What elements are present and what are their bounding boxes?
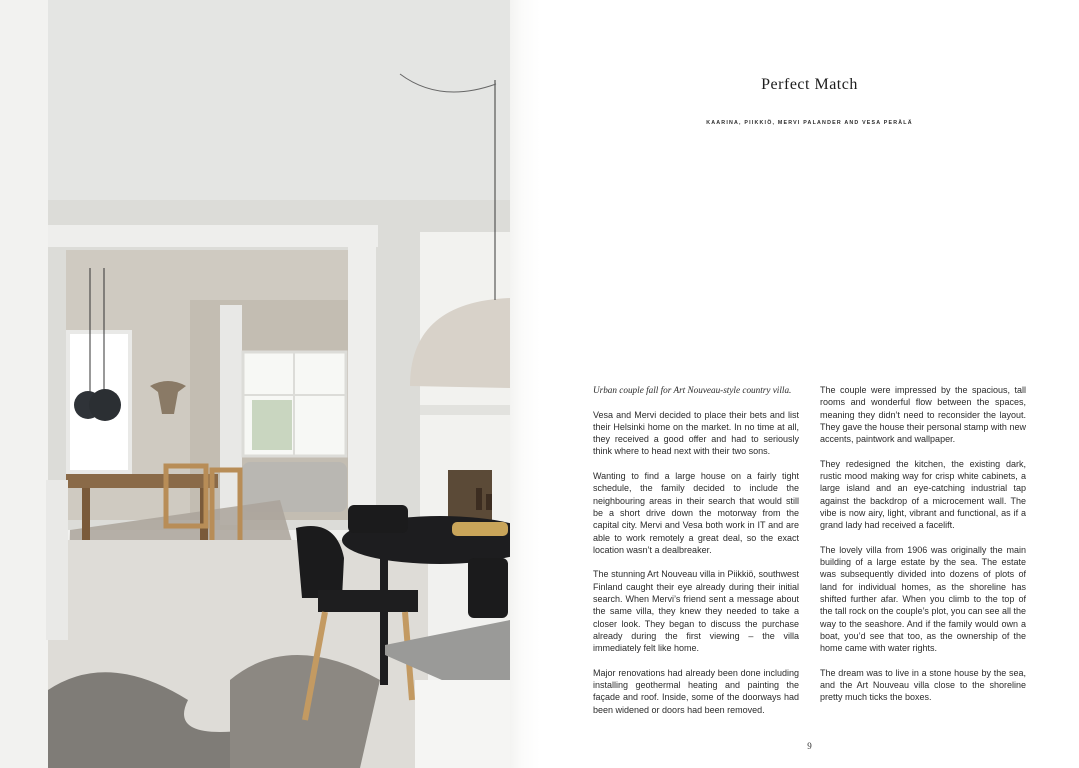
text-column-right xyxy=(820,384,1026,716)
book-gutter xyxy=(510,0,540,768)
article-page xyxy=(540,0,1079,768)
paragraph: The stunning Art Nouveau villa in Piikkiö, southwest Finland caught their eye already during their initial search. When Mervi’s friend sent a message about the same villa, they knew they needed to take a closer look. They began to discuss the purchase already during the first viewing – the villa immediately felt like home. xyxy=(593,569,799,654)
article-credits: KAARINA, PIIKKIÖ, MERVI PALANDER AND VESA PERÄLÄ xyxy=(706,120,913,126)
page-number: 9 xyxy=(807,741,812,751)
interior-photo xyxy=(0,0,538,768)
paragraph: Vesa and Mervi decided to place their bets and list their Helsinki home on the market. In no time at all, they received a good offer and had to seriously think where to head next with their two sons. xyxy=(593,409,799,457)
text-column-left xyxy=(593,384,799,728)
paragraph: Major renovations had already been done including installing geothermal heating and painting the façade and roof. Inside, some of the doorways had been widened or doors had been removed. xyxy=(593,667,799,715)
paragraph: The couple were impressed by the spacious, tall rooms and wonderful flow between the spaces, meaning they didn’t need to reconsider the layout. They gave the house their personal stamp with new accents, paintwork and wallpaper. xyxy=(820,385,1026,445)
paragraph: The lovely villa from 1906 was originally the main building of a large estate by the sea. The estate was subsequently divided into dozens of plots of land for individual homes, as the shoreline has shifted further afar. When you climb to the top of the tall rock on the couple’s plot, you can see all the way to the seashore. And if the family would own a boat, you’d see that too, as the ownership of the home came with water rights. xyxy=(820,544,1026,654)
paragraph: The dream was to live in a stone house by the sea, and the Art Nouveau villa close to the shoreline pretty much ticks the boxes. xyxy=(820,667,1026,703)
article-title: Perfect Match xyxy=(761,76,858,93)
paragraph: Wanting to find a large house on a fairly tight schedule, the family decided to include the neighbouring areas in their search that would still be a short drive down the motorway from the capital city. Mervi and Vesa both work in IT and are able to work remotely a great deal, so the exact location wasn’t a dealbreaker. xyxy=(593,471,799,555)
paragraph: They redesigned the kitchen, the existing dark, rustic mood making way for crisp white cabinets, a large island and an eye-catching industrial tap against the backdrop of a microcement wall. The vibe is now airy, light, vibrant and functional, as if a grand lady had received a facelift. xyxy=(820,458,1026,531)
article-lead: Urban couple fall for Art Nouveau-style country villa. xyxy=(593,385,792,395)
villa-interior-illustration xyxy=(0,0,538,768)
